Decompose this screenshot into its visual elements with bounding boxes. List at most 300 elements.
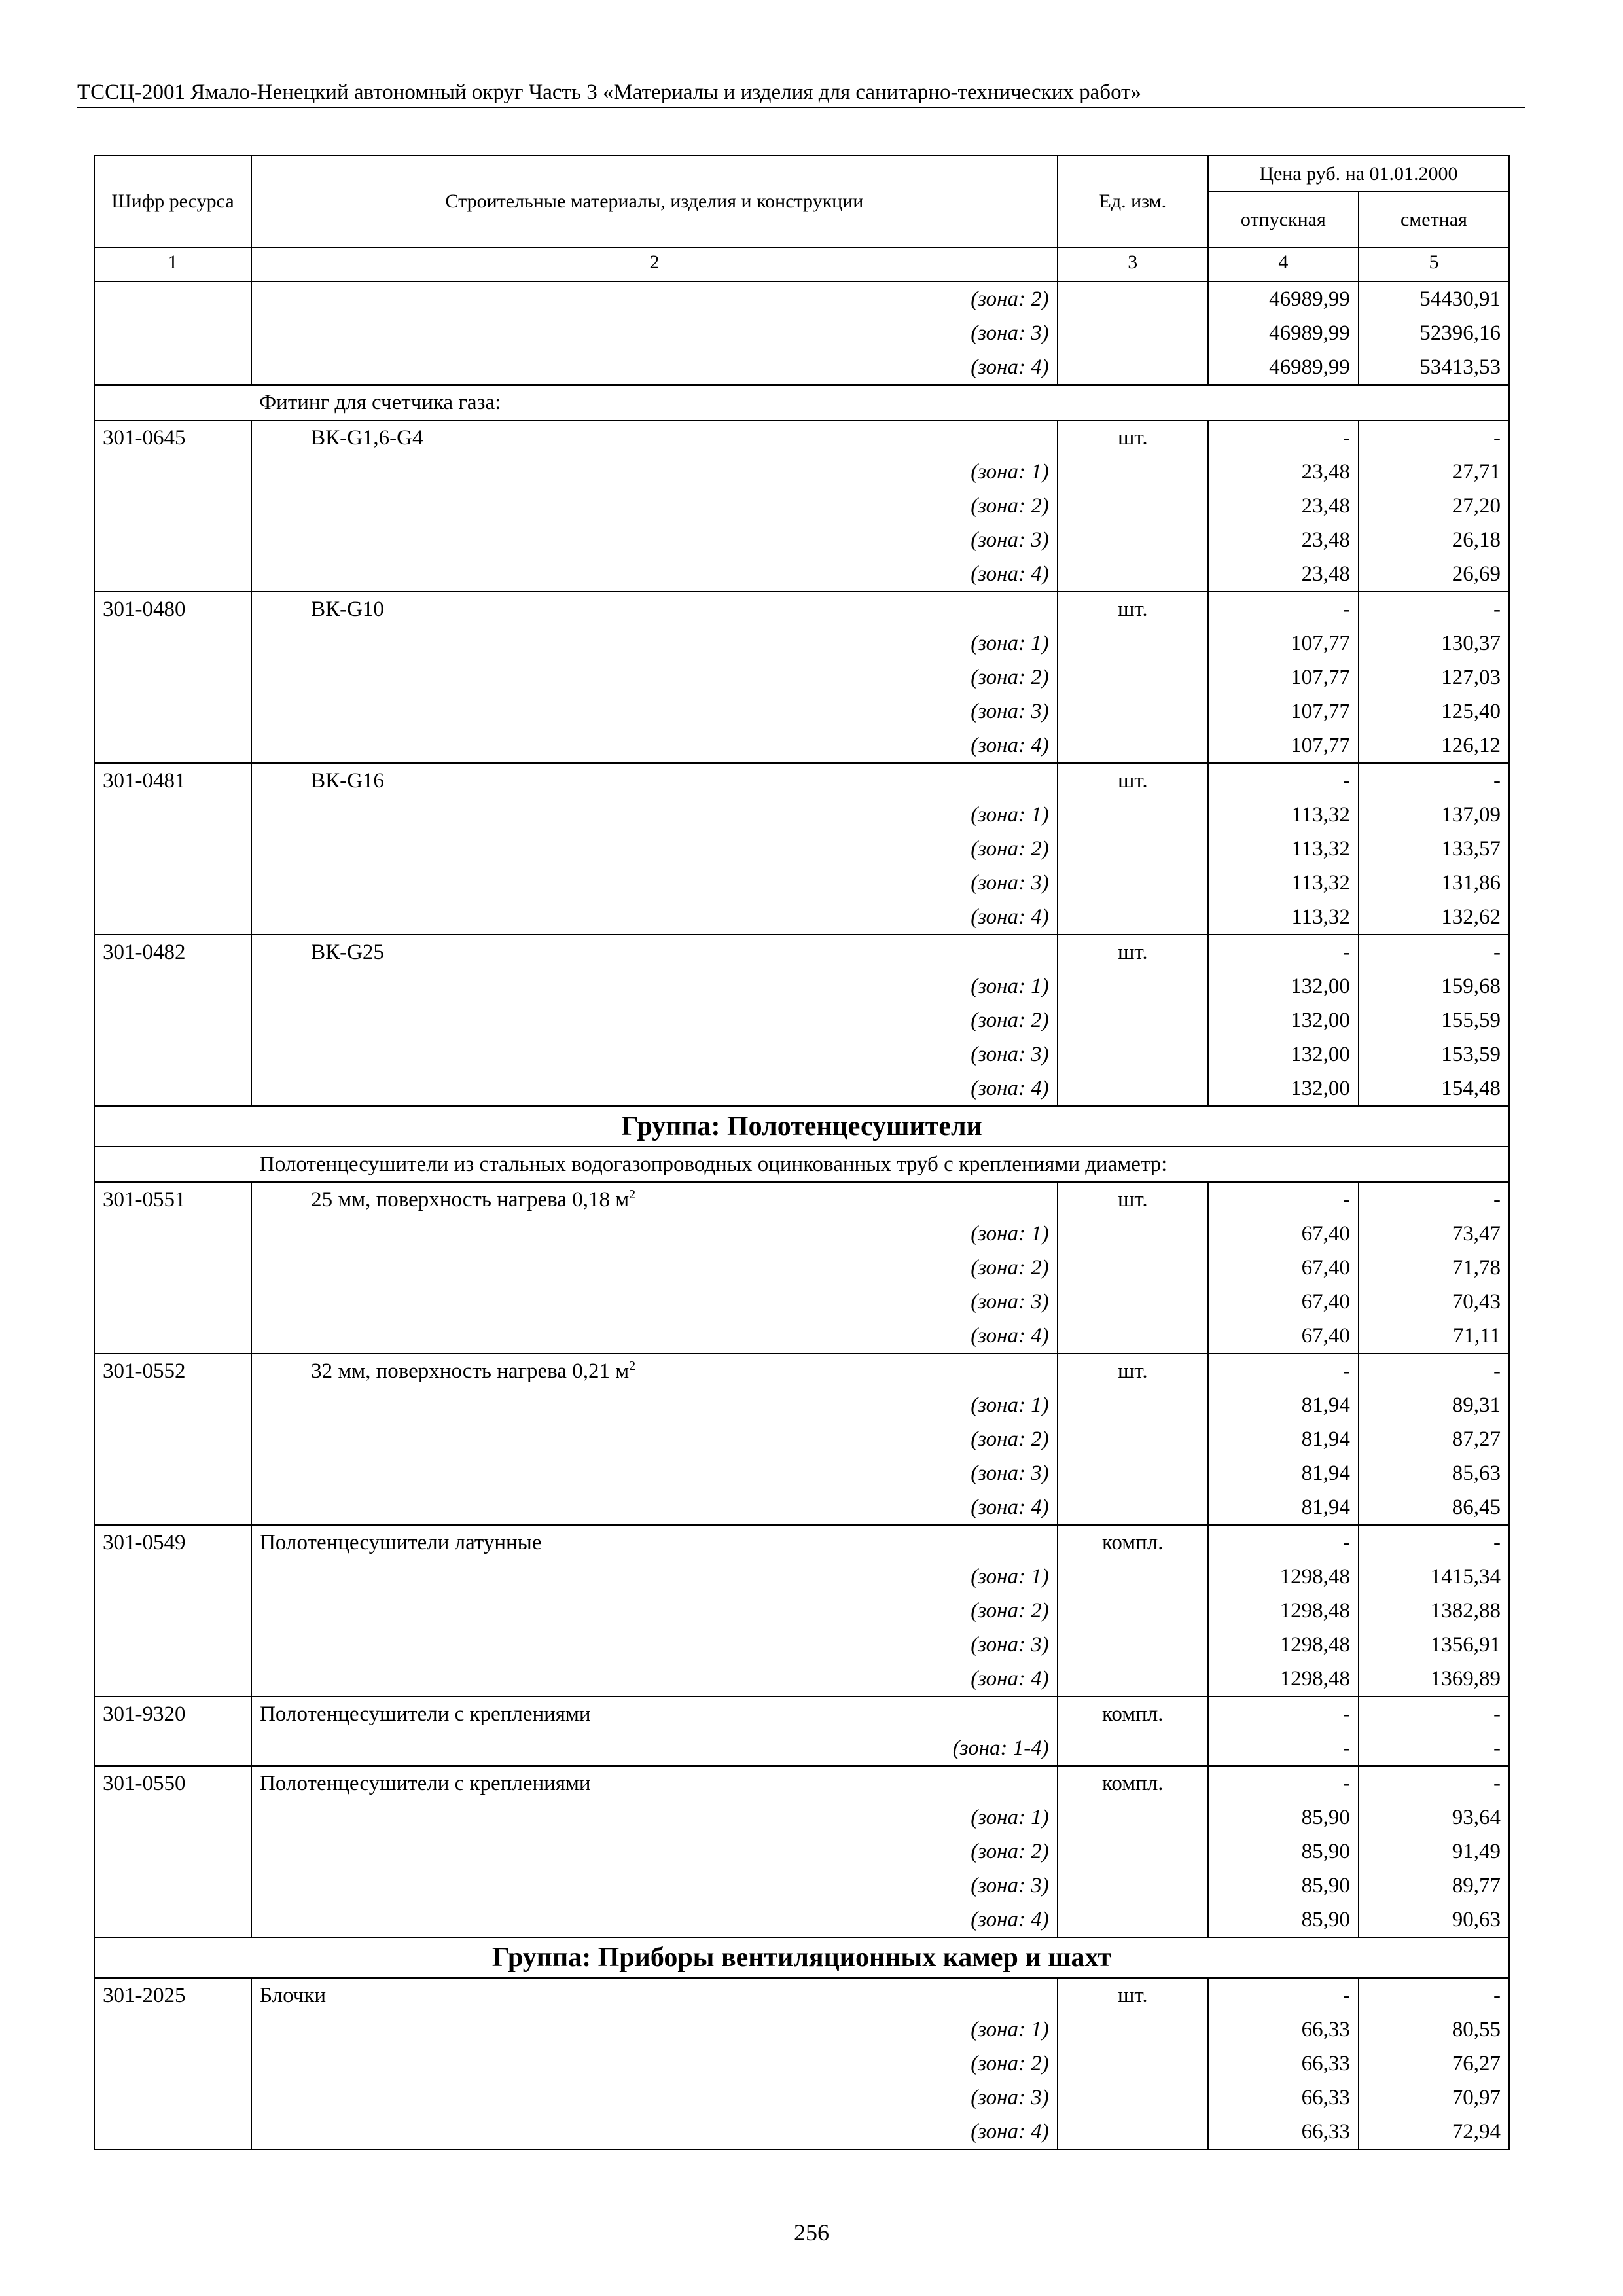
group-title: Группа: Полотенцесушители (94, 1106, 1509, 1147)
material-name (251, 1354, 1058, 1388)
zone-label: (зона: 3) (251, 316, 1058, 350)
zone-label: (зона: 2) (251, 1251, 1058, 1285)
estimate-price: - (1359, 592, 1509, 626)
zone-row (94, 2047, 1509, 2081)
estimate-price: - (1359, 763, 1509, 798)
estimate-price: 1415,34 (1359, 1560, 1509, 1594)
release-price: 81,94 (1208, 1422, 1359, 1456)
estimate-price: 71,11 (1359, 1319, 1509, 1354)
column-number: 2 (251, 247, 1058, 281)
code-cell (94, 1147, 251, 1182)
resource-code (94, 694, 251, 728)
zone-row (94, 1903, 1509, 1937)
zone-row (94, 1869, 1509, 1903)
zone-row (94, 728, 1509, 763)
unit-cell (1058, 900, 1208, 935)
zone-label: (зона: 1) (251, 1388, 1058, 1422)
material-name (251, 420, 1058, 455)
unit-cell (1058, 1628, 1208, 1662)
estimate-price: 1382,88 (1359, 1594, 1509, 1628)
header-estimate-price: сметная (1359, 192, 1509, 247)
resource-code (94, 626, 251, 660)
estimate-price: 54430,91 (1359, 281, 1509, 316)
zone-row (94, 1731, 1509, 1766)
estimate-price: - (1359, 1354, 1509, 1388)
estimate-price: 70,97 (1359, 2081, 1509, 2115)
release-price: 113,32 (1208, 798, 1359, 832)
zone-label: (зона: 4) (251, 350, 1058, 385)
zone-row (94, 660, 1509, 694)
release-price: - (1208, 763, 1359, 798)
release-price: 46989,99 (1208, 350, 1359, 385)
estimate-price: 154,48 (1359, 1071, 1509, 1106)
estimate-price: 1356,91 (1359, 1628, 1509, 1662)
release-price: 46989,99 (1208, 316, 1359, 350)
zone-row (94, 350, 1509, 385)
release-price: 1298,48 (1208, 1628, 1359, 1662)
release-price: 1298,48 (1208, 1662, 1359, 1696)
unit-superscript: 2 (629, 1187, 636, 1202)
subheader-row (94, 1147, 1509, 1182)
release-price: 107,77 (1208, 626, 1359, 660)
resource-code (94, 1903, 251, 1937)
zone-row (94, 798, 1509, 832)
resource-code: 301-2025 (94, 1978, 251, 2013)
estimate-price: 87,27 (1359, 1422, 1509, 1456)
resource-code (94, 1835, 251, 1869)
unit-cell (1058, 2047, 1208, 2081)
unit-cell (1058, 798, 1208, 832)
item-row (94, 1525, 1509, 1560)
estimate-price: - (1359, 935, 1509, 969)
estimate-price: 89,77 (1359, 1869, 1509, 1903)
estimate-price: 53413,53 (1359, 350, 1509, 385)
estimate-price: 125,40 (1359, 694, 1509, 728)
item-row (94, 420, 1509, 455)
material-name-text: Блочки (260, 1984, 327, 2007)
estimate-price: 1369,89 (1359, 1662, 1509, 1696)
zone-label: (зона: 4) (251, 900, 1058, 935)
resource-code: 301-9320 (94, 1696, 251, 1731)
column-number: 3 (1058, 247, 1208, 281)
resource-code (94, 866, 251, 900)
zone-label: (зона: 4) (251, 728, 1058, 763)
resource-code (94, 2081, 251, 2115)
estimate-price: 93,64 (1359, 1801, 1509, 1835)
zone-row (94, 557, 1509, 592)
unit-cell: шт. (1058, 420, 1208, 455)
zone-row (94, 626, 1509, 660)
zone-label: (зона: 2) (251, 281, 1058, 316)
zone-row (94, 1594, 1509, 1628)
estimate-price: 27,71 (1359, 455, 1509, 489)
resource-code (94, 1594, 251, 1628)
resource-code (94, 557, 251, 592)
estimate-price: 133,57 (1359, 832, 1509, 866)
resource-code: 301-0481 (94, 763, 251, 798)
release-price: 132,00 (1208, 1003, 1359, 1037)
zone-row (94, 1628, 1509, 1662)
zone-row (94, 1560, 1509, 1594)
release-price: 1298,48 (1208, 1594, 1359, 1628)
group-row (94, 1937, 1509, 1978)
unit-cell (1058, 1388, 1208, 1422)
release-price: 66,33 (1208, 2081, 1359, 2115)
zone-label: (зона: 1) (251, 798, 1058, 832)
material-name (251, 935, 1058, 969)
zone-row (94, 2115, 1509, 2149)
release-price: 23,48 (1208, 523, 1359, 557)
subheader-text: Фитинг для счетчика газа: (251, 385, 1509, 420)
zone-label: (зона: 3) (251, 523, 1058, 557)
header-code: Шифр ресурса (94, 156, 251, 247)
resource-code (94, 1319, 251, 1354)
zone-label: (зона: 2) (251, 660, 1058, 694)
unit-cell (1058, 489, 1208, 523)
zone-row (94, 1422, 1509, 1456)
release-price: 85,90 (1208, 1903, 1359, 1937)
zone-row (94, 523, 1509, 557)
resource-code (94, 1490, 251, 1525)
zone-label: (зона: 3) (251, 1456, 1058, 1490)
zone-row (94, 1388, 1509, 1422)
zone-label: (зона: 4) (251, 1319, 1058, 1354)
header-rule (77, 107, 1525, 108)
unit-cell (1058, 1003, 1208, 1037)
resource-code: 301-0482 (94, 935, 251, 969)
zone-label: (зона: 4) (251, 1662, 1058, 1696)
resource-code (94, 1456, 251, 1490)
unit-cell: компл. (1058, 1525, 1208, 1560)
zone-row (94, 316, 1509, 350)
resource-code (94, 1388, 251, 1422)
unit-cell (1058, 1801, 1208, 1835)
resource-code (94, 1628, 251, 1662)
estimate-price: - (1359, 1182, 1509, 1217)
unit-cell: шт. (1058, 763, 1208, 798)
resource-code (94, 1801, 251, 1835)
zone-label: (зона: 1-4) (251, 1731, 1058, 1766)
release-price: 113,32 (1208, 900, 1359, 935)
material-name-text: Полотенцесушители латунные (260, 1531, 542, 1554)
zone-label: (зона: 3) (251, 2081, 1058, 2115)
zone-label: (зона: 3) (251, 1869, 1058, 1903)
resource-code (94, 2047, 251, 2081)
resource-code (94, 523, 251, 557)
unit-cell (1058, 281, 1208, 316)
estimate-price: 130,37 (1359, 626, 1509, 660)
unit-cell (1058, 1422, 1208, 1456)
release-price: 81,94 (1208, 1456, 1359, 1490)
unit-cell (1058, 1071, 1208, 1106)
material-name (251, 1525, 1058, 1560)
estimate-price: 27,20 (1359, 489, 1509, 523)
unit-cell (1058, 1594, 1208, 1628)
unit-cell: шт. (1058, 935, 1208, 969)
material-name (251, 1766, 1058, 1801)
unit-cell (1058, 2115, 1208, 2149)
unit-cell (1058, 1217, 1208, 1251)
item-row (94, 1978, 1509, 2013)
unit-cell: шт. (1058, 1182, 1208, 1217)
material-name-text: ВК-G10 (311, 598, 384, 621)
unit-cell: компл. (1058, 1696, 1208, 1731)
zone-label: (зона: 1) (251, 969, 1058, 1003)
zone-label: (зона: 2) (251, 1003, 1058, 1037)
zone-row (94, 1490, 1509, 1525)
resource-code (94, 455, 251, 489)
resource-code (94, 900, 251, 935)
estimate-price: - (1359, 1696, 1509, 1731)
unit-cell (1058, 1560, 1208, 1594)
resource-code (94, 660, 251, 694)
resource-code (94, 1422, 251, 1456)
estimate-price: 153,59 (1359, 1037, 1509, 1071)
header-release-price: отпускная (1208, 192, 1359, 247)
unit-cell (1058, 350, 1208, 385)
zone-label: (зона: 3) (251, 1037, 1058, 1071)
unit-cell (1058, 1285, 1208, 1319)
zone-row (94, 2081, 1509, 2115)
material-name-text: 25 мм, поверхность нагрева 0,18 м (311, 1188, 630, 1211)
code-cell (94, 385, 251, 420)
estimate-price: - (1359, 1731, 1509, 1766)
resource-code (94, 2013, 251, 2047)
price-table (94, 155, 1510, 2150)
zone-row (94, 900, 1509, 935)
release-price: 81,94 (1208, 1490, 1359, 1525)
estimate-price: 85,63 (1359, 1456, 1509, 1490)
zone-label: (зона: 1) (251, 1217, 1058, 1251)
release-price: 81,94 (1208, 1388, 1359, 1422)
release-price: 132,00 (1208, 1071, 1359, 1106)
release-price: - (1208, 935, 1359, 969)
resource-code (94, 1217, 251, 1251)
zone-label: (зона: 1) (251, 455, 1058, 489)
item-row (94, 1766, 1509, 1801)
unit-cell (1058, 1319, 1208, 1354)
item-row (94, 1182, 1509, 1217)
unit-cell (1058, 969, 1208, 1003)
unit-cell (1058, 455, 1208, 489)
unit-cell: компл. (1058, 1766, 1208, 1801)
item-row (94, 1696, 1509, 1731)
estimate-price: 52396,16 (1359, 316, 1509, 350)
estimate-price: 91,49 (1359, 1835, 1509, 1869)
zone-label: (зона: 1) (251, 1801, 1058, 1835)
unit-cell (1058, 728, 1208, 763)
column-number: 1 (94, 247, 251, 281)
resource-code (94, 798, 251, 832)
release-price: 132,00 (1208, 969, 1359, 1003)
zone-row (94, 1801, 1509, 1835)
header-name: Строительные материалы, изделия и конструкции (251, 156, 1058, 247)
estimate-price: 70,43 (1359, 1285, 1509, 1319)
estimate-price: 159,68 (1359, 969, 1509, 1003)
release-price: - (1208, 1731, 1359, 1766)
estimate-price: 26,69 (1359, 557, 1509, 592)
zone-label: (зона: 3) (251, 1628, 1058, 1662)
release-price: 67,40 (1208, 1285, 1359, 1319)
zone-row (94, 489, 1509, 523)
resource-code: 301-0480 (94, 592, 251, 626)
zone-row (94, 2013, 1509, 2047)
zone-label: (зона: 4) (251, 1903, 1058, 1937)
resource-code (94, 1731, 251, 1766)
resource-code (94, 489, 251, 523)
estimate-price: 126,12 (1359, 728, 1509, 763)
estimate-price: 86,45 (1359, 1490, 1509, 1525)
zone-label: (зона: 4) (251, 1490, 1058, 1525)
release-price: - (1208, 1354, 1359, 1388)
resource-code (94, 832, 251, 866)
estimate-price: 127,03 (1359, 660, 1509, 694)
header-unit: Ед. изм. (1058, 156, 1208, 247)
unit-cell (1058, 1456, 1208, 1490)
zone-row (94, 1037, 1509, 1071)
zone-label: (зона: 4) (251, 1071, 1058, 1106)
resource-code: 301-0552 (94, 1354, 251, 1388)
release-price: - (1208, 1696, 1359, 1731)
zone-row (94, 1003, 1509, 1037)
subheader-text: Полотенцесушители из стальных водогазопроводных оцинкованных труб с креплениями диаметр: (251, 1147, 1509, 1182)
release-price: 66,33 (1208, 2115, 1359, 2149)
material-name-text: ВК-G25 (311, 941, 384, 964)
unit-cell (1058, 2013, 1208, 2047)
estimate-price: 132,62 (1359, 900, 1509, 935)
page-header: ТССЦ-2001 Ямало-Ненецкий автономный округ Часть 3 «Материалы и изделия для санитарно-технических работ» (77, 81, 1142, 104)
item-row (94, 1354, 1509, 1388)
release-price: 107,77 (1208, 728, 1359, 763)
group-row (94, 1106, 1509, 1147)
zone-label: (зона: 2) (251, 832, 1058, 866)
header-price: Цена руб. на 01.01.2000 (1208, 156, 1509, 192)
resource-code (94, 1251, 251, 1285)
resource-code (94, 1869, 251, 1903)
resource-code (94, 1560, 251, 1594)
unit-cell (1058, 1731, 1208, 1766)
unit-cell (1058, 316, 1208, 350)
zone-row (94, 1835, 1509, 1869)
unit-cell (1058, 694, 1208, 728)
zone-label: (зона: 3) (251, 694, 1058, 728)
release-price: - (1208, 1978, 1359, 2013)
estimate-price: 73,47 (1359, 1217, 1509, 1251)
resource-code (94, 350, 251, 385)
material-name-text: Полотенцесушители с креплениями (260, 1772, 591, 1795)
zone-label: (зона: 2) (251, 1422, 1058, 1456)
resource-code (94, 1003, 251, 1037)
estimate-price: 131,86 (1359, 866, 1509, 900)
zone-label: (зона: 2) (251, 489, 1058, 523)
group-title: Группа: Приборы вентиляционных камер и шахт (94, 1937, 1509, 1978)
item-row (94, 592, 1509, 626)
unit-cell (1058, 1662, 1208, 1696)
unit-cell (1058, 1037, 1208, 1071)
estimate-price: - (1359, 1525, 1509, 1560)
release-price: - (1208, 1525, 1359, 1560)
estimate-price: 76,27 (1359, 2047, 1509, 2081)
release-price: 132,00 (1208, 1037, 1359, 1071)
item-row (94, 763, 1509, 798)
estimate-price: 90,63 (1359, 1903, 1509, 1937)
column-number: 4 (1208, 247, 1359, 281)
release-price: - (1208, 1182, 1359, 1217)
zone-label: (зона: 2) (251, 1835, 1058, 1869)
unit-cell (1058, 1251, 1208, 1285)
resource-code (94, 969, 251, 1003)
zone-row (94, 1456, 1509, 1490)
unit-cell (1058, 626, 1208, 660)
estimate-price: 80,55 (1359, 2013, 1509, 2047)
unit-cell (1058, 2081, 1208, 2115)
unit-cell (1058, 660, 1208, 694)
release-price: 66,33 (1208, 2047, 1359, 2081)
material-name-text: ВК-G16 (311, 769, 384, 793)
resource-code (94, 281, 251, 316)
estimate-price: 89,31 (1359, 1388, 1509, 1422)
estimate-price: - (1359, 420, 1509, 455)
release-price: 85,90 (1208, 1835, 1359, 1869)
estimate-price: 72,94 (1359, 2115, 1509, 2149)
unit-cell (1058, 866, 1208, 900)
material-name-text: ВК-G1,6-G4 (311, 426, 423, 450)
zone-row (94, 1285, 1509, 1319)
unit-cell (1058, 1903, 1208, 1937)
zone-label: (зона: 1) (251, 2013, 1058, 2047)
material-name-text: 32 мм, поверхность нагрева 0,21 м (311, 1359, 630, 1383)
unit-superscript: 2 (629, 1359, 636, 1373)
zone-row (94, 969, 1509, 1003)
zone-row (94, 866, 1509, 900)
release-price: 107,77 (1208, 660, 1359, 694)
zone-label: (зона: 3) (251, 866, 1058, 900)
release-price: 85,90 (1208, 1801, 1359, 1835)
zone-label: (зона: 3) (251, 1285, 1058, 1319)
resource-code: 301-0549 (94, 1525, 251, 1560)
release-price: 67,40 (1208, 1251, 1359, 1285)
zone-label: (зона: 1) (251, 1560, 1058, 1594)
table-body (94, 281, 1509, 2149)
estimate-price: 71,78 (1359, 1251, 1509, 1285)
material-name (251, 1696, 1058, 1731)
material-name (251, 1182, 1058, 1217)
resource-code: 301-0550 (94, 1766, 251, 1801)
column-number: 5 (1359, 247, 1509, 281)
unit-cell (1058, 1490, 1208, 1525)
zone-row (94, 1319, 1509, 1354)
unit-cell: шт. (1058, 1354, 1208, 1388)
unit-cell (1058, 523, 1208, 557)
unit-cell: шт. (1058, 592, 1208, 626)
release-price: 46989,99 (1208, 281, 1359, 316)
zone-label: (зона: 4) (251, 2115, 1058, 2149)
zone-row (94, 694, 1509, 728)
zone-label: (зона: 2) (251, 2047, 1058, 2081)
zone-row (94, 1251, 1509, 1285)
material-name-text: Полотенцесушители с креплениями (260, 1702, 591, 1726)
release-price: 113,32 (1208, 832, 1359, 866)
zone-label: (зона: 1) (251, 626, 1058, 660)
release-price: - (1208, 1766, 1359, 1801)
zone-row (94, 455, 1509, 489)
unit-cell (1058, 1869, 1208, 1903)
release-price: 66,33 (1208, 2013, 1359, 2047)
release-price: 85,90 (1208, 1869, 1359, 1903)
page-number: 256 (794, 2219, 829, 2246)
release-price: 1298,48 (1208, 1560, 1359, 1594)
resource-code (94, 1037, 251, 1071)
